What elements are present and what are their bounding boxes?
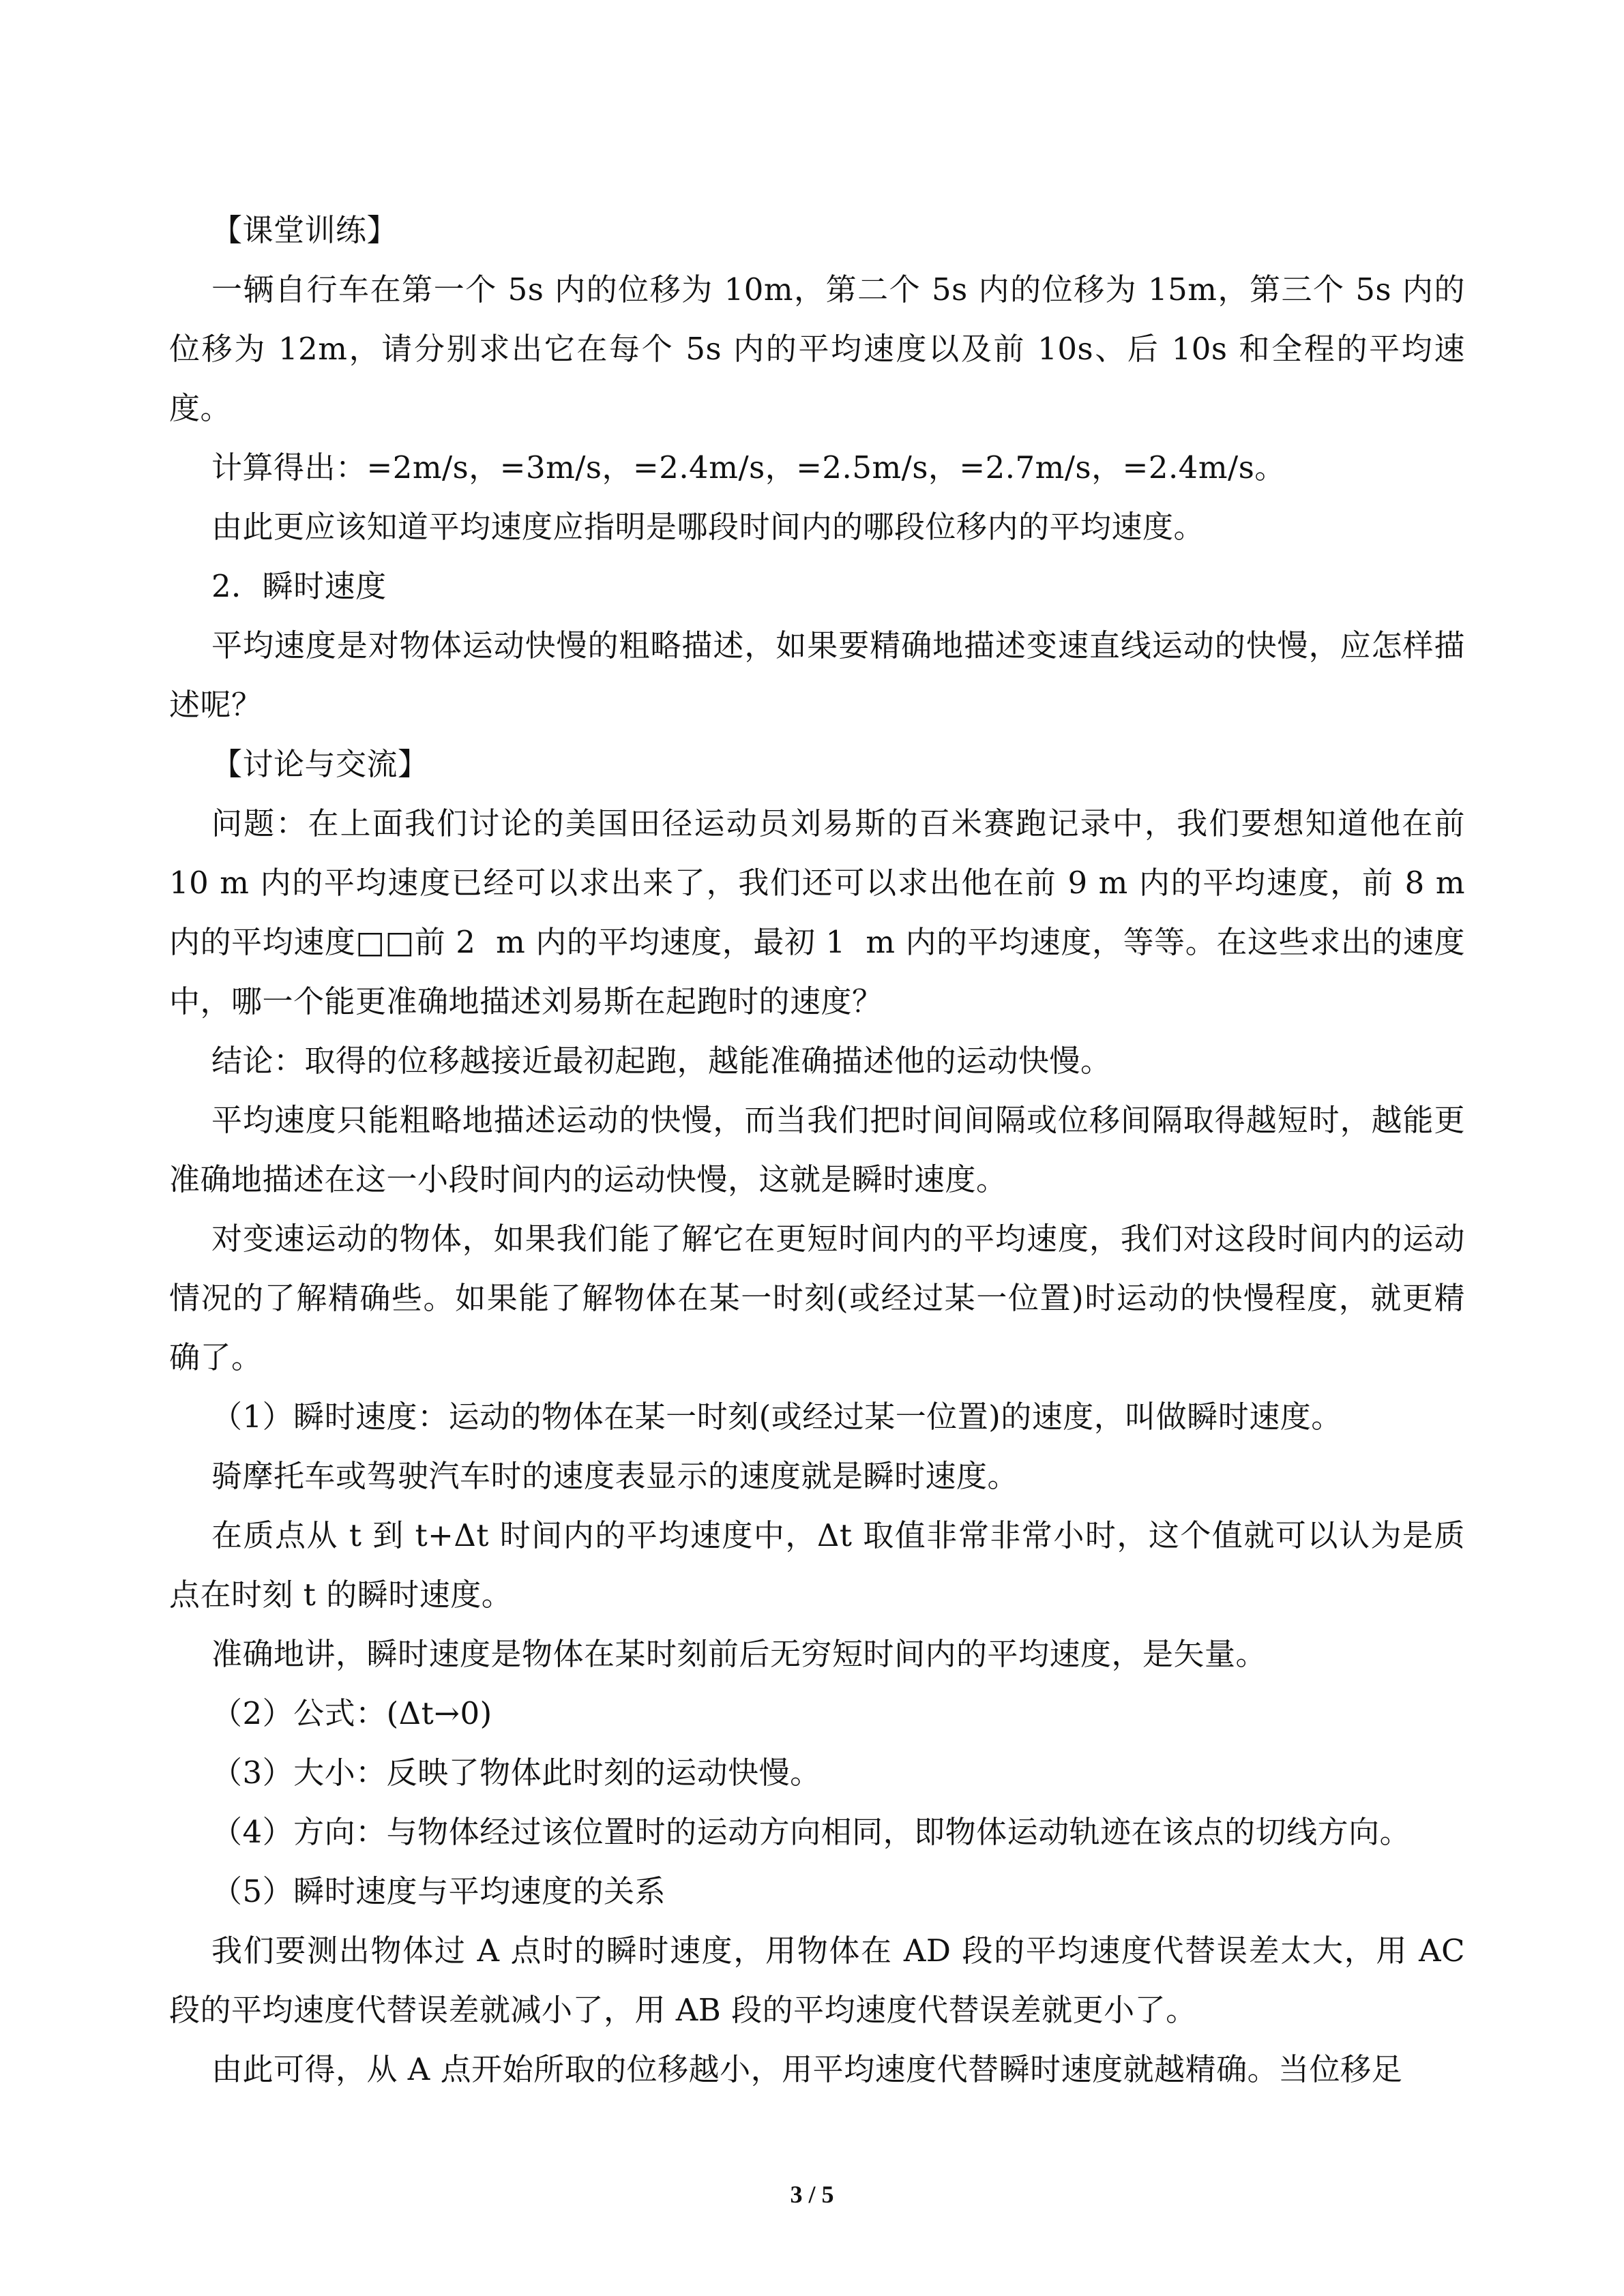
paragraph: 结论：取得的位移越接近最初起跑，越能准确描述他的运动快慢。 [211,1043,1112,1079]
paragraph: 由此更应该知道平均速度应指明是哪段时间内的哪段位移内的平均速度。 [211,509,1205,545]
magnitude-item: （3）大小：反映了物体此时刻的运动快慢。 [211,1755,821,1791]
paragraph: 骑摩托车或驾驶汽车时的速度表显示的速度就是瞬时速度。 [211,1458,1019,1494]
paragraph: 在质点从 t 到 t+Δt 时间内的平均速度中，Δt 取值非常非常小时，这个值就可以认为是质点在时刻 t 的瞬时速度。 [169,1517,1465,1613]
page-content [169,200,1475,2099]
paragraph: 对变速运动的物体，如果我们能了解它在更短时间内的平均速度，我们对这段时间内的运动情况的了解精确些。如果能了解物体在某一时刻(或经过某一位置)时运动的快慢程度，就更精确了。 [169,1221,1465,1375]
paragraph: 我们要测出物体过 A 点时的瞬时速度，用物体在 AD 段的平均速度代替误差太大，用 AC 段的平均速度代替误差就减小了，用 AB 段的平均速度代替误差就更小了。 [169,1933,1475,2028]
paragraph: 计算得出：=2m/s，=3m/s，=2.4m/s，=2.5m/s，=2.7m/s，=2.4m/s。 [211,449,1286,486]
paragraph: 一辆自行车在第一个 5s 内的位移为 10m，第二个 5s 内的位移为 15m，第三个 5s 内的位移为 12m，请分别求出它在每个 5s 内的平均速度以及前 10s、后 10s 和全程的平均速度。 [169,271,1465,426]
section-heading-instantaneous-velocity: 2．瞬时速度 [211,568,387,604]
direction-item: （4）方向：与物体经过该位置时的运动方向相同，即物体运动轨迹在该点的切线方向。 [211,1814,1411,1850]
paragraph: 问题：在上面我们讨论的美国田径运动员刘易斯的百米赛跑记录中，我们要想知道他在前 10 m 内的平均速度已经可以求出来了，我们还可以求出他在前 9 m 内的平均速度，前 8 m 内的平均速度□□前 2 m 内的平均速度，最初 1 m 内的平均速度，等等。在这些求出的速度中，哪一个能更准确地描述刘易斯在起跑时的速度？ [169,805,1475,1019]
paragraph: 平均速度是对物体运动快慢的粗略描述，如果要精确地描述变速直线运动的快慢，应怎样描述呢？ [169,627,1465,723]
relation-item: （5）瞬时速度与平均速度的关系 [211,1873,666,1909]
section-heading-classroom-training: 【课堂训练】 [211,212,398,248]
page-number: 3 / 5 [790,2181,834,2208]
paragraph: 准确地讲，瞬时速度是物体在某时刻前后无穷短时间内的平均速度，是矢量。 [211,1636,1267,1672]
definition-item: （1）瞬时速度：运动的物体在某一时刻(或经过某一位置)的速度，叫做瞬时速度。 [211,1399,1342,1435]
section-heading-discussion: 【讨论与交流】 [211,746,429,782]
paragraph: 平均速度只能粗略地描述运动的快慢，而当我们把时间间隔或位移间隔取得越短时，越能更准确地描述在这一小段时间内的运动快慢，这就是瞬时速度。 [169,1102,1465,1197]
paragraph: 由此可得，从 A 点开始所取的位移越小，用平均速度代替瞬时速度就越精确。当位移足 [211,2051,1403,2087]
formula-item: （2）公式：(Δt→0) [211,1695,492,1731]
